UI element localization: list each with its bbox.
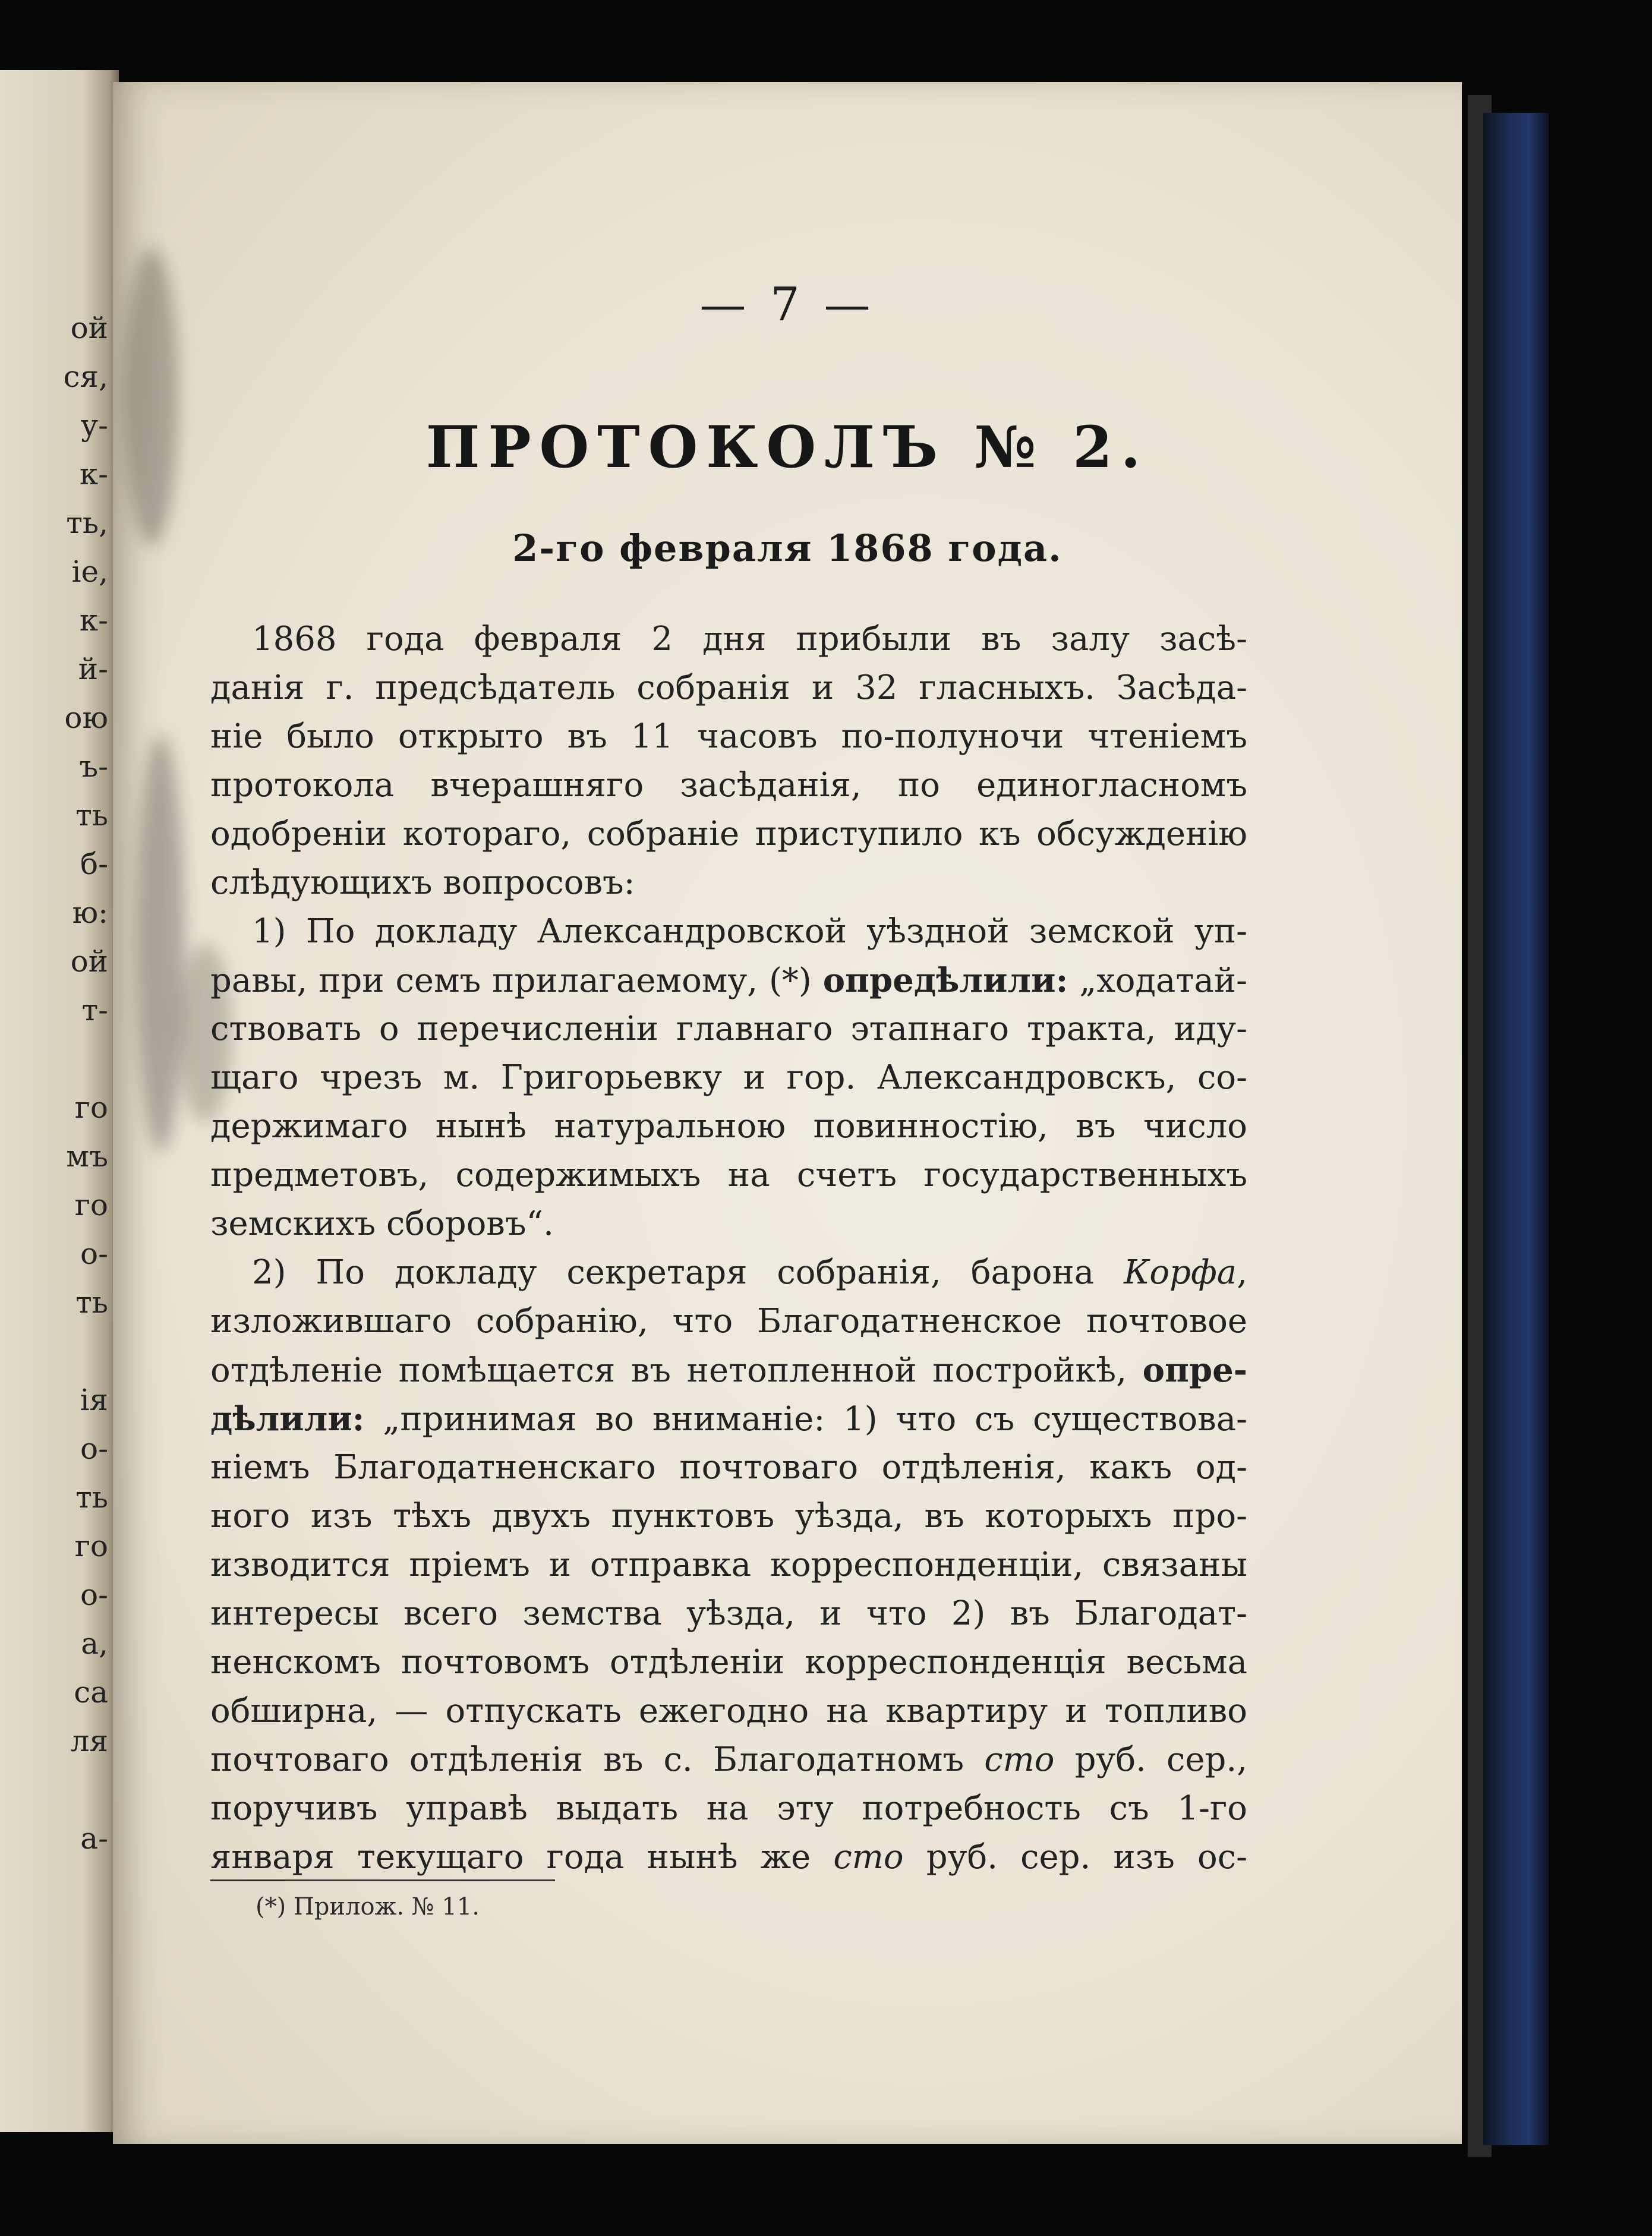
text-run: января текущаго года нынѣ же [210,1838,834,1877]
book-cover-edge [1483,113,1549,2145]
left-fragment: ть [75,1480,108,1515]
left-fragment: ія [80,1383,108,1417]
left-fragment: о- [80,1578,108,1612]
resolution-label: дѣлили: [210,1399,365,1439]
text-line [210,1838,1247,1877]
text-line: поручивъ управѣ выдать на эту потребность съ 1-го [210,1789,1247,1828]
left-fragment: са [74,1675,108,1710]
text-line: предметовъ, содержимыхъ на счетъ государственныхъ [210,1156,1247,1194]
text-run: равы, при семъ прилагаемому, (*) [210,961,823,1000]
surname: Корфа [1124,1253,1237,1292]
left-fragment: к- [79,457,108,491]
text-line [252,1253,1247,1292]
left-fragment: мъ [66,1139,108,1174]
left-fragment: ою [64,701,108,735]
left-fragment: ю: [72,895,108,930]
document-page [113,82,1462,2144]
footnote-rule [210,1879,555,1881]
text-line: ствовать о перечисленіи главнаго этапнаго тракта, иду- [210,1010,1247,1048]
left-fragment: ля [70,1724,108,1758]
text-line: протокола вчерашняго засѣданія, по единогласномъ [210,766,1247,805]
text-line [210,1399,1247,1439]
text-run: „ходатай- [1068,961,1247,1000]
text-run: 2) По докладу секретаря собранія, барона [252,1253,1124,1292]
text-run: руб. сер. изъ ос- [903,1838,1247,1877]
text-run: руб. сер., [1054,1740,1247,1779]
previous-page-edge [0,70,119,2132]
text-line: ного изъ тѣхъ двухъ пунктовъ уѣзда, въ которыхъ про- [210,1497,1247,1535]
text-run: „принимая во вниманіе: 1) что съ существова- [364,1400,1247,1439]
text-run: , [1237,1253,1247,1292]
text-line: держимаго нынѣ натуральною повинностію, въ число [210,1107,1247,1146]
text-line: ніемъ Благодатненскаго почтоваго отдѣленія, какъ од- [210,1448,1247,1487]
text-line: изводится пріемъ и отправка корреспонденціи, связаны [210,1546,1247,1584]
text-line: земскихъ сборовъ“. [210,1204,554,1243]
amount-word: сто [833,1838,904,1877]
left-fragment: б- [80,847,108,881]
left-fragment: а- [80,1821,108,1856]
left-fragment: ся, [63,359,108,394]
left-fragment: ть, [66,506,108,540]
left-fragment: о- [80,1431,108,1466]
text-line [210,1351,1247,1390]
text-line: одобреніи котораго, собраніе приступило къ обсужденію [210,815,1247,853]
text-line: интересы всего земства уѣзда, и что 2) въ Благодат- [210,1594,1247,1633]
page-title: ПРОТОКОЛЪ № 2. [425,414,1149,481]
text-run: почтоваго отдѣленія въ с. Благодатномъ [210,1740,985,1779]
left-fragment: го [74,1529,108,1563]
text-line: щаго чрезъ м. Григорьевку и гор. Александровскъ, со- [210,1058,1247,1097]
page-number: — 7 — [699,278,875,332]
page-date: 2-го февраля 1868 года. [512,526,1063,570]
stain [137,736,184,1152]
left-fragment: го [74,1090,108,1125]
text-line: слѣдующихъ вопросовъ: [210,863,635,902]
resolution-label: опредѣлили: [822,961,1068,1000]
left-fragment: ть [75,1285,108,1320]
text-line [210,961,1247,1000]
left-fragment: ть [75,798,108,832]
left-fragment: о- [80,1237,108,1271]
text-line: ніе было открыто въ 11 часовъ по-полуночи чтеніемъ [210,717,1247,756]
text-run: отдѣленіе помѣщается въ нетопленной постройкѣ, [210,1351,1143,1390]
left-fragment: ой [70,311,108,345]
left-fragment: іе, [71,554,108,589]
resolution-label: опре- [1142,1351,1247,1390]
left-fragment: а, [81,1626,108,1661]
left-fragment: к- [79,603,108,638]
text-line [210,1740,1247,1779]
text-line: обширна, — отпускать ежегодно на квартиру и топливо [210,1692,1247,1730]
left-fragment: ой [70,944,108,979]
text-line: ненскомъ почтовомъ отдѣленіи корреспонденція весьма [210,1643,1247,1682]
text-line: 1868 года февраля 2 дня прибыли въ залу засѣ- [252,620,1247,658]
amount-word: сто [984,1740,1055,1779]
text-line: изложившаго собранію, что Благодатненское почтовое [210,1302,1247,1341]
left-fragment: у- [80,408,108,443]
left-fragment: т- [81,993,108,1027]
text-line: 1) По докладу Александровской уѣздной земской уп- [252,912,1247,951]
left-fragment: го [74,1188,108,1222]
left-fragment: ъ- [79,749,108,784]
footnote: (*) Прилож. № 11. [256,1893,480,1920]
text-line: данія г. предсѣдатель собранія и 32 гласныхъ. Засѣда- [210,668,1247,707]
left-fragment: й- [78,652,108,686]
